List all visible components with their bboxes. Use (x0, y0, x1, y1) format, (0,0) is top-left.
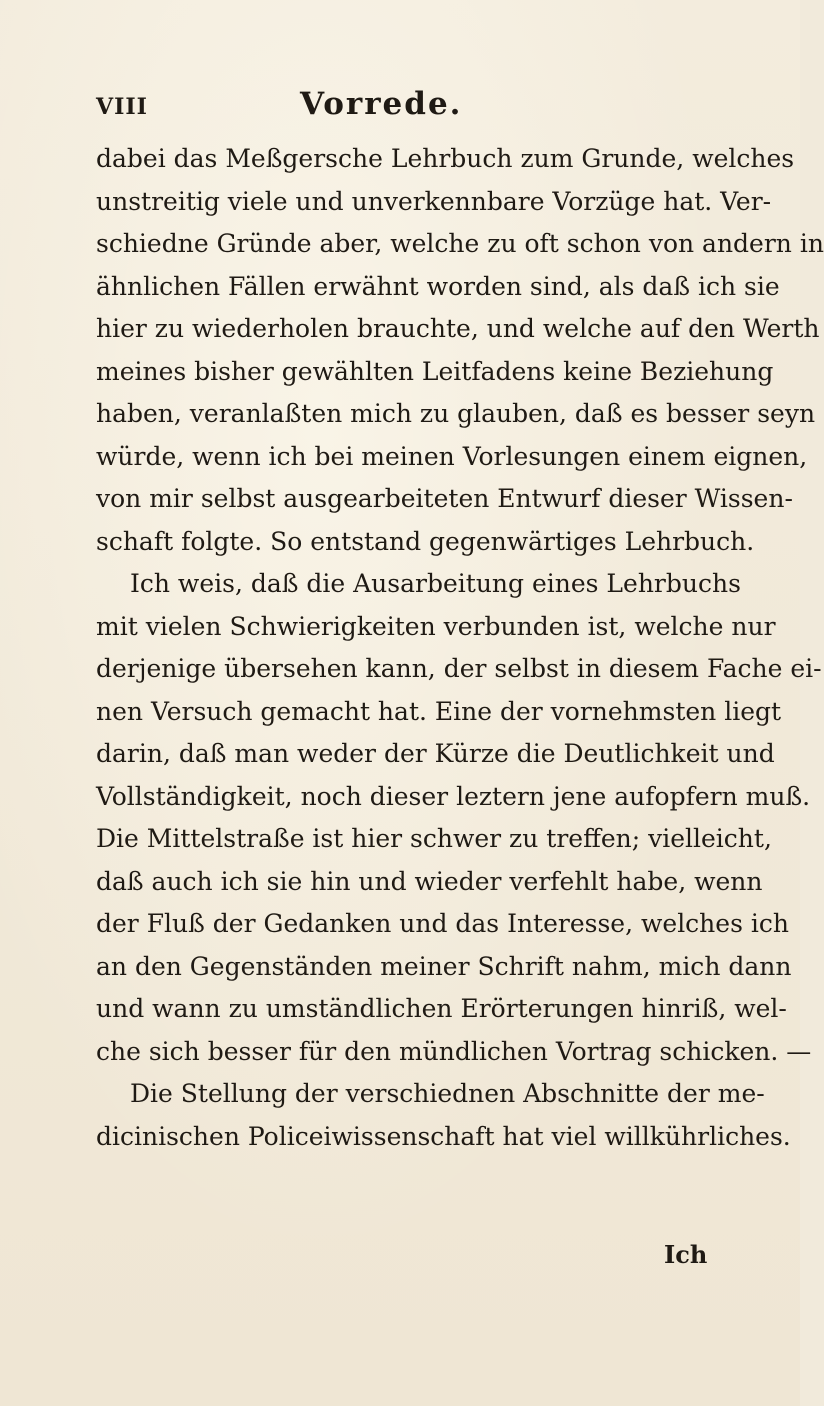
body-text (96, 138, 824, 1158)
text-line: unstreitig viele und unverkennbare Vorzüge hat. Ver- (96, 186, 772, 216)
text-line: von mir selbst ausgearbeiteten Entwurf dieser Wissen- (96, 484, 793, 513)
paragraph-start-line: Die Stellung der verschiednen Abschnitte der me- (130, 1079, 765, 1108)
page-number: VIII (96, 94, 148, 120)
text-line: der Fluß der Gedanken und das Interesse, welches ich (96, 909, 789, 938)
text-line: an den Gegenständen meiner Schrift nahm, mich dann (96, 951, 792, 981)
text-line: che sich besser für den mündlichen Vortrag schicken. — (96, 1036, 812, 1066)
paragraph-start-line: Ich weis, daß die Ausarbeitung eines Lehrbuchs (130, 569, 741, 598)
text-line: dabei das Meßgersche Lehrbuch zum Grunde, welches (96, 144, 795, 173)
text-line: und wann zu umständlichen Erörterungen hinriß, wel- (96, 994, 787, 1023)
text-line: schiedne Gründe aber, welche zu oft schon von andern in (96, 229, 824, 258)
text-line: derjenige übersehen kann, der selbst in diesem Fache ei- (96, 654, 822, 683)
text-line: hier zu wiederholen brauchte, und welche auf den Werth (96, 314, 820, 343)
text-line: dicinischen Policeiwissenschaft hat viel willkührliches. (96, 1121, 791, 1151)
text-line: Vollständigkeit, noch dieser leztern jene aufopfern muß. (96, 781, 811, 811)
text-line: haben, veranlaßten mich zu glauben, daß es besser seyn (96, 399, 816, 428)
text-line: Die Mittelstraße ist hier schwer zu treffen; vielleicht, (96, 824, 772, 853)
catchword: Ich (664, 1240, 708, 1269)
text-line: würde, wenn ich bei meinen Vorlesungen einem eignen, (96, 441, 808, 471)
paragraph-end-line: schaft folgte. So entstand gegenwärtiges Lehrbuch. (96, 526, 755, 556)
text-line: ähnlichen Fällen erwähnt worden sind, als daß ich sie (96, 271, 780, 301)
text-line: nen Versuch gemacht hat. Eine der vornehmsten liegt (96, 696, 782, 726)
text-line: daß auch ich sie hin und wieder verfehlt habe, wenn (96, 866, 763, 896)
running-title: Vorrede. (300, 86, 463, 122)
text-line: darin, daß man weder der Kürze die Deutlichkeit und (96, 739, 775, 768)
page-header (96, 86, 716, 132)
text-line: meines bisher gewählten Leitfadens keine Beziehung (96, 356, 774, 386)
text-line: mit vielen Schwierigkeiten verbunden ist, welche nur (96, 611, 776, 641)
